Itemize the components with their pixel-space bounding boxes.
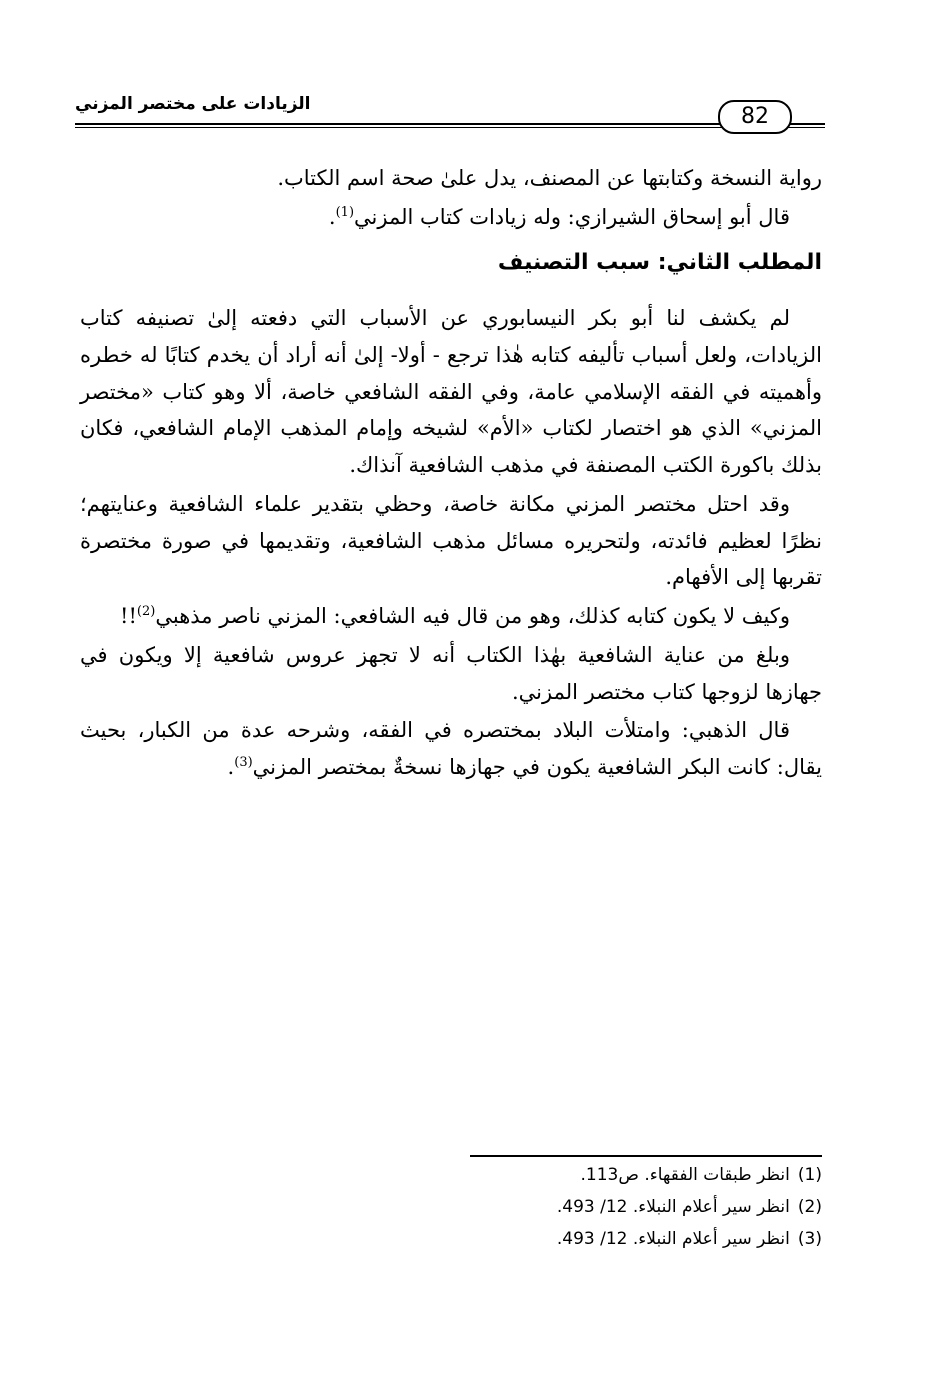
paragraph-quote-shirazi: قال أبو إسحاق الشيرازي: وله زيادات كتاب المزني$^{(1)}$. (328, 204, 790, 229)
footnote-ref-1: (1) (335, 204, 355, 220)
page-body (80, 160, 822, 788)
footnote-2: (2)انظر سير أعلام النبلاء. 12/ 493. (556, 1197, 822, 1217)
footnote-1: (1)انظر طبقات الفقهاء. ص113. (580, 1165, 822, 1185)
paragraph-shafii-quote: وكيف لا يكون كتابه كذلك، وهو من قال فيه الشافعي: المزني ناصر مذهبي$^{(2)}$!! (120, 604, 790, 628)
footnote-ref-3: (3) (234, 755, 253, 770)
page-number: 82 (718, 100, 792, 134)
paragraph-dhahabi: قال الذهبي: وامتلأت البلاد بمختصره في الفقه، وشرحه عدة من الكبار، بحيث يقال: كانت البكر الشافعية يكون في جهازها نسخةٌ بمختصر المزني$^{(3)}$. (80, 718, 822, 779)
paragraph-bride: وبلغ من عناية الشافعية بهٰذا الكتاب أنه لا تجهز عروس شافعية إلا ويكون في جهازها لزوجها كتاب مختصر المزني. (80, 642, 822, 704)
footnotes (470, 1155, 822, 1261)
section-heading: المطلب الثاني: سبب التصنيف (497, 249, 822, 275)
paragraph-continuation: رواية النسخة وكتابتها عن المصنف، يدل علىٰ صحة اسم الكتاب. (277, 166, 822, 190)
footnote-rule (470, 1155, 822, 1157)
footnote-3: (3)انظر سير أعلام النبلاء. 12/ 493. (556, 1229, 822, 1249)
header-book-title: الزيادات على مختصر المزني (75, 94, 311, 114)
footnote-ref-2: (2) (136, 604, 156, 619)
paragraph-status: وقد احتل مختصر المزني مكانة خاصة، وحظي بتقدير علماء الشافعية وعنايتهم؛ نظرًا لعظيم فائدته، ولتحريره مسائل مذهب الشافعية، وتقديمها في صورة مختصرة تقربها إلى الأفهام. (80, 491, 822, 590)
header-rule (75, 123, 825, 128)
paragraph-reasons: لم يكشف لنا أبو بكر النيسابوري عن الأسباب التي دفعته إلىٰ تصنيفه كتاب الزيادات، ولعل أسباب تأليفه كتابه هٰذا ترجع - أولا- إلىٰ أنه أراد أن يخدم كتابًا له خطره وأهميته في الفقه الإسلامي عامة، وفي الفقه الشافعي خاصة، ألا وهو كتاب «مختصر المزني» الذي هو اختصار لكتاب «الأم» لشيخه وإمام المذهب الإمام الشافعي، فكان بذلك باكورة الكتب المصنفة في مذهب الشافعية آنذاك. (80, 306, 822, 477)
running-header (75, 92, 825, 132)
